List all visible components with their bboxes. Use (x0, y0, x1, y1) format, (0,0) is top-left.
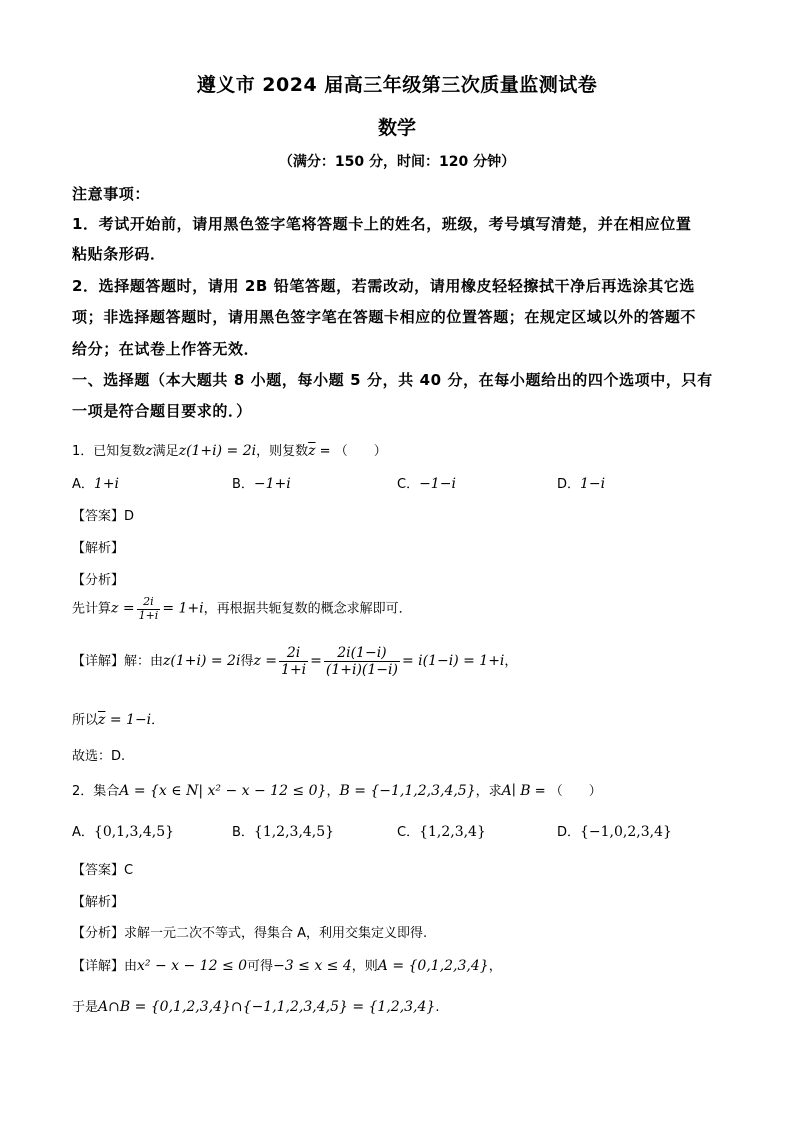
section-1-line-1: 一、选择题（本大题共 8 小题，每小题 5 分，共 40 分，在每小题给出的四个选项中，只有 (72, 371, 713, 389)
fraction-numerator: 2i(1−i) (324, 645, 400, 662)
q1-therefore (72, 709, 732, 728)
q1-analysis-tail: ，再根据共轭复数的概念求解即可． (203, 601, 412, 617)
q1-stem-text-a: 1．已知复数 (72, 444, 146, 459)
fraction-numerator: 2i (279, 645, 308, 662)
q1-detail-end: ， (504, 654, 518, 670)
q2-stem-text-b: ，求 (475, 784, 502, 799)
q2-result-equation: A∩B = {0,1,2,3,4}∩{−1,1,2,3,4,5} = {1,2,3,4} (98, 999, 436, 1015)
q2-answer: 【答案】C (72, 863, 134, 878)
q2-stem-text-a: 2．集合 (72, 784, 120, 799)
q2-detail-text: 【详解】由 (72, 959, 138, 974)
option-value: 1+i (93, 476, 120, 492)
q1-option-d (557, 473, 605, 492)
q1-analysis-result: = 1+i (162, 600, 204, 617)
q1-stem-text-c: ，则复数 (256, 444, 309, 459)
option-value: {1,2,3,4,5} (253, 824, 335, 840)
q1-choice: 故选：D. (72, 749, 126, 764)
q2-detail-then: ，则 (351, 959, 378, 974)
q1-stem-equation: z(1+i) = 2i (178, 443, 257, 459)
q2-stem-ab: A∣ B (501, 783, 531, 799)
q2-detail-inequality: x² − x − 12 ≤ 0 (137, 958, 248, 974)
option-label: A． (72, 825, 94, 840)
option-label: A． (72, 477, 94, 492)
fraction-denominator: 1+i (281, 662, 307, 679)
q2-analysis: 【分析】求解一元二次不等式，得集合 A，利用交集定义即得. (72, 926, 428, 941)
notes-heading: 注意事项： (72, 185, 151, 203)
option-value: {1,2,3,4} (419, 824, 486, 840)
option-value: −1−i (419, 476, 456, 492)
option-value: 1−i (580, 476, 606, 492)
q2-result-end: . (435, 1000, 440, 1015)
q2-result-text: 于是 (72, 1000, 99, 1015)
q1-detail-fraction-1 (279, 645, 308, 678)
option-value: {0,1,3,4,5} (93, 824, 175, 840)
q1-stem-var-z: z (145, 443, 153, 459)
q1-therefore-end: ． (151, 713, 165, 728)
fraction-numerator: 2i (137, 596, 161, 610)
option-label: B． (232, 825, 254, 840)
q1-therefore-zbar: $\overline{z}$ (98, 712, 106, 728)
q1-detail-z: z = (253, 653, 278, 670)
note-2-line-1: 2．选择题答题时，请用 2B 铅笔答题，若需改动，请用橡皮轻轻擦拭干净后再选涂其它选 (72, 277, 695, 295)
q2-set-a: A = {x ∈ N| x² − x − 12 ≤ 0} (119, 783, 327, 799)
q1-fenxi: 【分析】 (72, 573, 125, 588)
q2-detail-mid: 可得 (247, 959, 274, 974)
fraction-denominator: (1+i)(1−i) (325, 662, 398, 679)
q2-jiexi: 【解析】 (72, 895, 125, 910)
q1-analysis-fraction (137, 596, 161, 622)
note-2-line-2: 项；非选择题答题时，请用黑色签字笔在答题卡相应的位置答题；在规定区域以外的答题不 (72, 308, 697, 326)
q1-stem-text-b: 满足 (152, 444, 179, 459)
q1-therefore-eq: = 1−i (105, 712, 152, 728)
note-2-line-3: 给分；在试卷上作答无效． (72, 340, 260, 358)
section-1-line-2: 一项是符合题目要求的．） (72, 402, 252, 420)
q1-stem-text-d: = （ ） (315, 444, 387, 459)
q2-option-c (397, 821, 486, 840)
q2-set-b: B = {−1,1,2,3,4,5} (339, 783, 476, 799)
q2-detail-range: −3 ≤ x ≤ 4 (273, 958, 352, 974)
q2-detail (72, 955, 732, 974)
q2-stem-sep: ， (326, 784, 340, 799)
q1-detail-text: 【详解】解：由 (72, 654, 164, 670)
q2-option-d (557, 821, 672, 840)
q1-detail-equation: z(1+i) = 2i (163, 653, 241, 670)
option-label: C． (397, 825, 420, 840)
option-value: {−1,0,2,3,4} (580, 824, 672, 840)
q1-option-a (72, 473, 119, 492)
q1-therefore-text: 所以 (72, 713, 99, 728)
q1-analysis (72, 596, 732, 622)
time-info: （满分：150 分，时间：120 分钟） (278, 154, 516, 170)
q1-stem-zbar: $\overline{z}$ (308, 443, 316, 459)
q1-stem (72, 440, 732, 459)
subject-title: 数学 (377, 117, 416, 139)
q2-detail-end: ， (488, 959, 502, 974)
q1-detail: 【详解】解：由z(1+i) = 2i得z = $\frac{2i}{1+i}$ = $\frac{2i(1-i)}{(1+i)(1-i)}$ = i(1−i) = 1+i， (72, 645, 518, 679)
q2-detail-set-a: A = {0,1,2,3,4} (377, 958, 489, 974)
q1-detail-fraction-2 (324, 645, 400, 678)
option-value: −1+i (253, 476, 291, 492)
q2-stem-text-c: = （ ） (530, 784, 602, 799)
note-1-line-1: 1．考试开始前，请用黑色签字笔将答题卡上的姓名，班级，考号填写清楚，并在相应位置 (72, 215, 692, 233)
q2-result (72, 996, 732, 1015)
q1-answer: 【答案】D (72, 509, 135, 524)
fraction-denominator: 1+i (138, 608, 159, 622)
option-label: D． (557, 477, 581, 492)
q2-option-b (232, 821, 334, 840)
q1-detail-result: = i(1−i) = 1+i (401, 653, 505, 670)
q1-analysis-text: 先计算 (72, 601, 112, 617)
note-1-line-2: 粘贴条形码． (72, 245, 166, 263)
option-label: C． (397, 477, 420, 492)
option-label: B． (232, 477, 254, 492)
q2-stem (72, 780, 732, 799)
q1-jiexi: 【解析】 (72, 541, 125, 556)
option-label: D． (557, 825, 581, 840)
q2-option-a (72, 821, 174, 840)
q1-detail-de: 得 (240, 654, 254, 670)
q1-analysis-z: z = (111, 600, 135, 617)
q1-option-c (397, 473, 456, 492)
q1-option-b (232, 473, 291, 492)
exam-title: 遵义市 2024 届高三年级第三次质量监测试卷 (196, 74, 598, 96)
